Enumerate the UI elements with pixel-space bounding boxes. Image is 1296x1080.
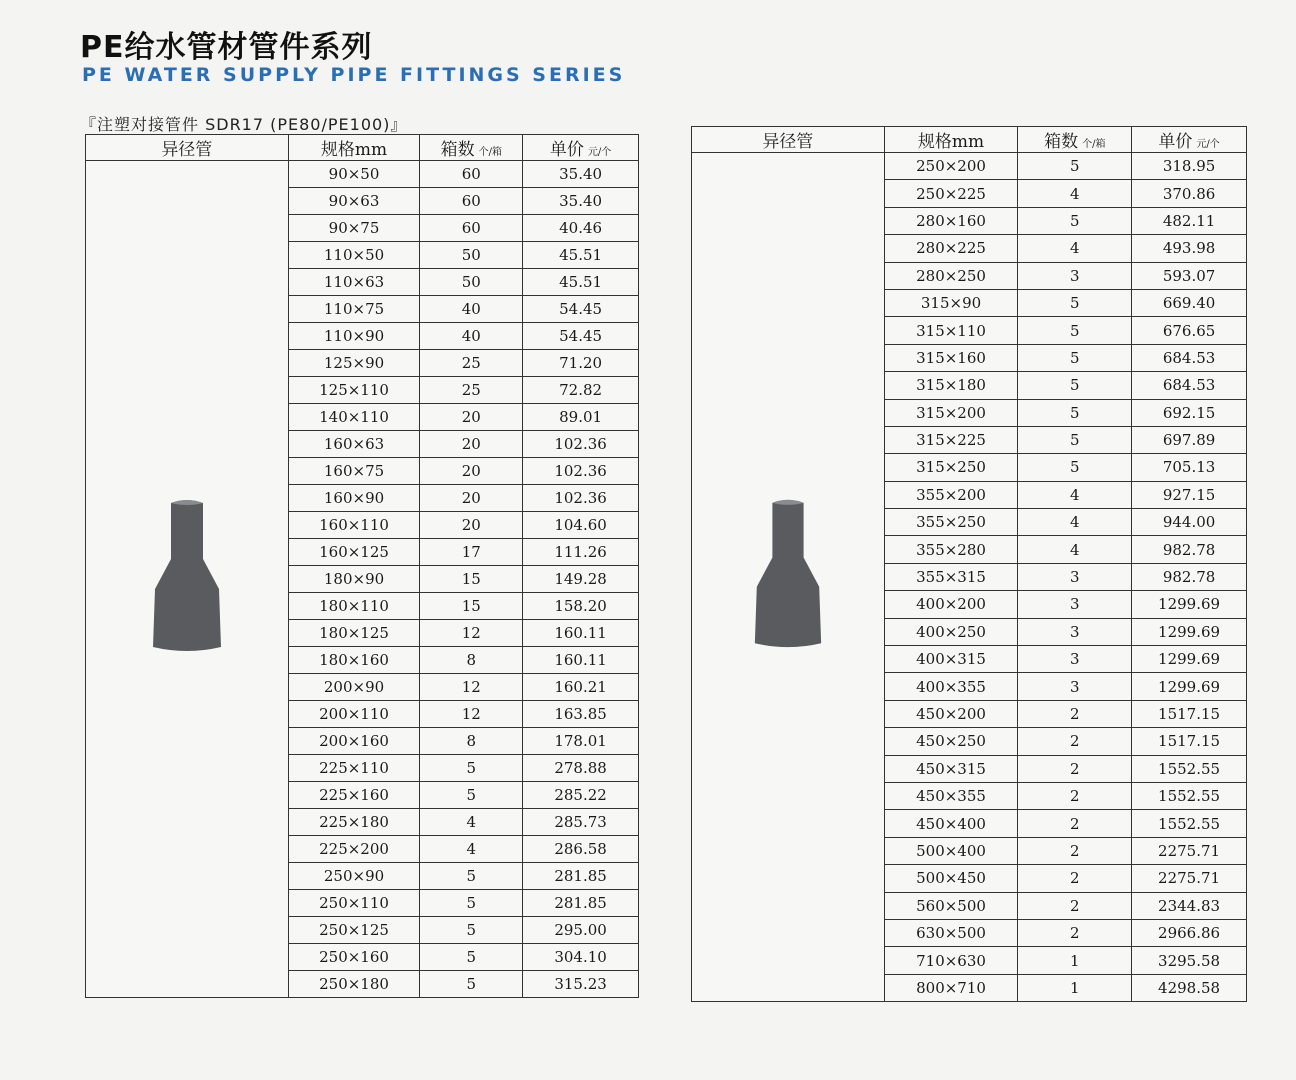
page-subtitle-en: PE WATER SUPPLY PIPE FITTINGS SERIES bbox=[82, 64, 626, 86]
price-cell: 149.28 bbox=[523, 566, 639, 593]
price-cell: 278.88 bbox=[523, 755, 639, 782]
qty-label: 箱数 bbox=[1044, 132, 1079, 152]
qty-unit: 个/箱 bbox=[1082, 139, 1106, 150]
price-cell: 285.22 bbox=[523, 782, 639, 809]
spec-cell: 280×225 bbox=[884, 235, 1018, 262]
qty-cell: 4 bbox=[420, 836, 523, 863]
product-image-cell bbox=[86, 161, 289, 998]
spec-cell: 90×63 bbox=[288, 188, 420, 215]
qty-cell: 5 bbox=[1018, 207, 1132, 234]
spec-cell: 800×710 bbox=[884, 974, 1018, 1001]
price-cell: 1552.55 bbox=[1132, 755, 1247, 782]
qty-label: 箱数 bbox=[440, 140, 475, 160]
spec-cell: 180×160 bbox=[288, 647, 420, 674]
price-cell: 45.51 bbox=[523, 242, 639, 269]
qty-cell: 3 bbox=[1018, 563, 1132, 590]
price-cell: 35.40 bbox=[523, 188, 639, 215]
spec-cell: 180×110 bbox=[288, 593, 420, 620]
price-cell: 669.40 bbox=[1132, 289, 1247, 316]
qty-cell: 50 bbox=[420, 242, 523, 269]
qty-cell: 5 bbox=[1018, 426, 1132, 453]
table-body-right bbox=[692, 153, 1247, 1002]
spec-cell: 400×200 bbox=[884, 591, 1018, 618]
spec-cell: 450×200 bbox=[884, 700, 1018, 727]
qty-cell: 2 bbox=[1018, 865, 1132, 892]
table-header-row bbox=[86, 135, 639, 161]
reducer-fitting-icon bbox=[147, 497, 227, 657]
qty-cell: 5 bbox=[420, 782, 523, 809]
spec-cell: 315×160 bbox=[884, 344, 1018, 371]
price-label: 单价 bbox=[549, 140, 584, 160]
spec-cell: 450×250 bbox=[884, 728, 1018, 755]
spec-cell: 200×90 bbox=[288, 674, 420, 701]
price-cell: 54.45 bbox=[523, 323, 639, 350]
price-cell: 295.00 bbox=[523, 917, 639, 944]
spec-cell: 280×160 bbox=[884, 207, 1018, 234]
qty-cell: 1 bbox=[1018, 947, 1132, 974]
price-cell: 318.95 bbox=[1132, 153, 1247, 180]
spec-cell: 90×75 bbox=[288, 215, 420, 242]
price-cell: 697.89 bbox=[1132, 426, 1247, 453]
qty-cell: 60 bbox=[420, 161, 523, 188]
qty-cell: 20 bbox=[420, 485, 523, 512]
qty-cell: 2 bbox=[1018, 919, 1132, 946]
col-header-spec: 规格mm bbox=[288, 135, 420, 161]
qty-cell: 3 bbox=[1018, 618, 1132, 645]
spec-cell: 180×90 bbox=[288, 566, 420, 593]
qty-cell: 15 bbox=[420, 593, 523, 620]
spec-cell: 250×200 bbox=[884, 153, 1018, 180]
spec-cell: 110×90 bbox=[288, 323, 420, 350]
qty-cell: 5 bbox=[1018, 289, 1132, 316]
qty-cell: 12 bbox=[420, 620, 523, 647]
price-cell: 111.26 bbox=[523, 539, 639, 566]
spec-cell: 250×90 bbox=[288, 863, 420, 890]
qty-cell: 5 bbox=[420, 944, 523, 971]
spec-cell: 400×315 bbox=[884, 646, 1018, 673]
qty-cell: 2 bbox=[1018, 700, 1132, 727]
price-unit: 元/个 bbox=[587, 147, 612, 158]
price-cell: 1552.55 bbox=[1132, 782, 1247, 809]
spec-cell: 250×180 bbox=[288, 971, 420, 998]
price-cell: 102.36 bbox=[523, 485, 639, 512]
qty-cell: 5 bbox=[420, 755, 523, 782]
qty-cell: 40 bbox=[420, 296, 523, 323]
price-cell: 593.07 bbox=[1132, 262, 1247, 289]
price-cell: 982.78 bbox=[1132, 563, 1247, 590]
price-cell: 370.86 bbox=[1132, 180, 1247, 207]
spec-cell: 630×500 bbox=[884, 919, 1018, 946]
qty-cell: 4 bbox=[420, 809, 523, 836]
spec-cell: 140×110 bbox=[288, 404, 420, 431]
col-header-qty bbox=[420, 135, 523, 161]
qty-cell: 4 bbox=[1018, 509, 1132, 536]
price-cell: 160.11 bbox=[523, 620, 639, 647]
spec-cell: 250×160 bbox=[288, 944, 420, 971]
spec-cell: 250×225 bbox=[884, 180, 1018, 207]
spec-cell: 225×200 bbox=[288, 836, 420, 863]
price-cell: 927.15 bbox=[1132, 481, 1247, 508]
qty-cell: 5 bbox=[1018, 317, 1132, 344]
price-label: 单价 bbox=[1158, 132, 1193, 152]
price-cell: 158.20 bbox=[523, 593, 639, 620]
qty-cell: 5 bbox=[1018, 399, 1132, 426]
spec-cell: 500×400 bbox=[884, 837, 1018, 864]
price-cell: 1517.15 bbox=[1132, 728, 1247, 755]
price-cell: 2966.86 bbox=[1132, 919, 1247, 946]
spec-cell: 560×500 bbox=[884, 892, 1018, 919]
spec-cell: 125×110 bbox=[288, 377, 420, 404]
qty-cell: 3 bbox=[1018, 262, 1132, 289]
spec-cell: 250×110 bbox=[288, 890, 420, 917]
spec-cell: 110×75 bbox=[288, 296, 420, 323]
price-cell: 102.36 bbox=[523, 458, 639, 485]
qty-cell: 50 bbox=[420, 269, 523, 296]
col-header-price bbox=[523, 135, 639, 161]
col-header-spec: 规格mm bbox=[884, 127, 1018, 153]
qty-cell: 25 bbox=[420, 350, 523, 377]
spec-cell: 315×180 bbox=[884, 372, 1018, 399]
qty-cell: 20 bbox=[420, 458, 523, 485]
price-cell: 102.36 bbox=[523, 431, 639, 458]
qty-cell: 5 bbox=[1018, 454, 1132, 481]
qty-cell: 17 bbox=[420, 539, 523, 566]
spec-cell: 315×110 bbox=[884, 317, 1018, 344]
price-cell: 3295.58 bbox=[1132, 947, 1247, 974]
qty-cell: 5 bbox=[1018, 344, 1132, 371]
spec-cell: 710×630 bbox=[884, 947, 1018, 974]
spec-cell: 315×250 bbox=[884, 454, 1018, 481]
qty-cell: 15 bbox=[420, 566, 523, 593]
price-cell: 2275.71 bbox=[1132, 837, 1247, 864]
spec-cell: 355×280 bbox=[884, 536, 1018, 563]
spec-cell: 110×63 bbox=[288, 269, 420, 296]
spec-cell: 90×50 bbox=[288, 161, 420, 188]
spec-cell: 450×400 bbox=[884, 810, 1018, 837]
qty-cell: 8 bbox=[420, 728, 523, 755]
price-cell: 160.11 bbox=[523, 647, 639, 674]
price-cell: 1552.55 bbox=[1132, 810, 1247, 837]
qty-unit: 个/箱 bbox=[478, 147, 502, 158]
price-cell: 281.85 bbox=[523, 863, 639, 890]
qty-cell: 20 bbox=[420, 404, 523, 431]
qty-cell: 4 bbox=[1018, 180, 1132, 207]
spec-cell: 280×250 bbox=[884, 262, 1018, 289]
price-cell: 89.01 bbox=[523, 404, 639, 431]
spec-cell: 400×250 bbox=[884, 618, 1018, 645]
qty-cell: 4 bbox=[1018, 481, 1132, 508]
qty-cell: 40 bbox=[420, 323, 523, 350]
spec-cell: 315×90 bbox=[884, 289, 1018, 316]
spec-cell: 355×315 bbox=[884, 563, 1018, 590]
qty-cell: 5 bbox=[1018, 372, 1132, 399]
qty-cell: 5 bbox=[420, 890, 523, 917]
price-cell: 1299.69 bbox=[1132, 591, 1247, 618]
spec-cell: 500×450 bbox=[884, 865, 1018, 892]
spec-cell: 160×75 bbox=[288, 458, 420, 485]
spec-cell: 315×225 bbox=[884, 426, 1018, 453]
spec-cell: 180×125 bbox=[288, 620, 420, 647]
spec-cell: 315×200 bbox=[884, 399, 1018, 426]
spec-cell: 160×110 bbox=[288, 512, 420, 539]
price-cell: 2344.83 bbox=[1132, 892, 1247, 919]
qty-cell: 4 bbox=[1018, 536, 1132, 563]
price-cell: 482.11 bbox=[1132, 207, 1247, 234]
qty-cell: 2 bbox=[1018, 892, 1132, 919]
price-cell: 304.10 bbox=[523, 944, 639, 971]
spec-cell: 450×315 bbox=[884, 755, 1018, 782]
price-cell: 35.40 bbox=[523, 161, 639, 188]
qty-cell: 20 bbox=[420, 512, 523, 539]
price-cell: 1299.69 bbox=[1132, 646, 1247, 673]
price-cell: 72.82 bbox=[523, 377, 639, 404]
qty-cell: 5 bbox=[1018, 153, 1132, 180]
spec-cell: 250×125 bbox=[288, 917, 420, 944]
price-cell: 178.01 bbox=[523, 728, 639, 755]
price-cell: 493.98 bbox=[1132, 235, 1247, 262]
qty-cell: 12 bbox=[420, 701, 523, 728]
page-title: PE给水管材管件系列 bbox=[80, 30, 373, 65]
price-cell: 281.85 bbox=[523, 890, 639, 917]
qty-cell: 2 bbox=[1018, 755, 1132, 782]
product-image-cell bbox=[692, 153, 885, 1002]
reducer-fitting-icon bbox=[748, 497, 828, 653]
col-header-price bbox=[1132, 127, 1247, 153]
qty-cell: 3 bbox=[1018, 646, 1132, 673]
spec-cell: 400×355 bbox=[884, 673, 1018, 700]
price-cell: 692.15 bbox=[1132, 399, 1247, 426]
spec-cell: 225×110 bbox=[288, 755, 420, 782]
price-cell: 160.21 bbox=[523, 674, 639, 701]
spec-cell: 200×160 bbox=[288, 728, 420, 755]
qty-cell: 2 bbox=[1018, 728, 1132, 755]
price-cell: 45.51 bbox=[523, 269, 639, 296]
qty-cell: 60 bbox=[420, 215, 523, 242]
price-cell: 71.20 bbox=[523, 350, 639, 377]
price-cell: 104.60 bbox=[523, 512, 639, 539]
spec-cell: 160×125 bbox=[288, 539, 420, 566]
spec-cell: 450×355 bbox=[884, 782, 1018, 809]
qty-cell: 5 bbox=[420, 971, 523, 998]
table-header-row bbox=[692, 127, 1247, 153]
price-cell: 2275.71 bbox=[1132, 865, 1247, 892]
table-row bbox=[692, 153, 1247, 180]
qty-cell: 5 bbox=[420, 917, 523, 944]
price-cell: 944.00 bbox=[1132, 509, 1247, 536]
price-table-right bbox=[691, 126, 1247, 1002]
price-cell: 315.23 bbox=[523, 971, 639, 998]
qty-cell: 2 bbox=[1018, 837, 1132, 864]
spec-cell: 160×63 bbox=[288, 431, 420, 458]
price-cell: 676.65 bbox=[1132, 317, 1247, 344]
qty-cell: 3 bbox=[1018, 591, 1132, 618]
qty-cell: 2 bbox=[1018, 810, 1132, 837]
price-cell: 285.73 bbox=[523, 809, 639, 836]
spec-cell: 200×110 bbox=[288, 701, 420, 728]
price-cell: 1299.69 bbox=[1132, 618, 1247, 645]
price-cell: 40.46 bbox=[523, 215, 639, 242]
spec-cell: 225×180 bbox=[288, 809, 420, 836]
qty-cell: 12 bbox=[420, 674, 523, 701]
qty-cell: 4 bbox=[1018, 235, 1132, 262]
table-body-left bbox=[86, 161, 639, 998]
qty-cell: 3 bbox=[1018, 673, 1132, 700]
spec-cell: 225×160 bbox=[288, 782, 420, 809]
spec-cell: 125×90 bbox=[288, 350, 420, 377]
qty-cell: 8 bbox=[420, 647, 523, 674]
spec-cell: 160×90 bbox=[288, 485, 420, 512]
price-table-left bbox=[85, 134, 639, 998]
qty-cell: 20 bbox=[420, 431, 523, 458]
spec-cell: 110×50 bbox=[288, 242, 420, 269]
col-header-product: 异径管 bbox=[86, 135, 289, 161]
qty-cell: 5 bbox=[420, 863, 523, 890]
price-cell: 163.85 bbox=[523, 701, 639, 728]
qty-cell: 60 bbox=[420, 188, 523, 215]
price-cell: 54.45 bbox=[523, 296, 639, 323]
col-header-product: 异径管 bbox=[692, 127, 885, 153]
spec-cell: 355×200 bbox=[884, 481, 1018, 508]
price-cell: 684.53 bbox=[1132, 372, 1247, 399]
table-row bbox=[86, 161, 639, 188]
price-cell: 4298.58 bbox=[1132, 974, 1247, 1001]
price-cell: 1299.69 bbox=[1132, 673, 1247, 700]
col-header-qty bbox=[1018, 127, 1132, 153]
price-cell: 286.58 bbox=[523, 836, 639, 863]
price-cell: 1517.15 bbox=[1132, 700, 1247, 727]
price-cell: 982.78 bbox=[1132, 536, 1247, 563]
price-unit: 元/个 bbox=[1196, 139, 1220, 150]
qty-cell: 1 bbox=[1018, 974, 1132, 1001]
qty-cell: 25 bbox=[420, 377, 523, 404]
price-cell: 705.13 bbox=[1132, 454, 1247, 481]
price-cell: 684.53 bbox=[1132, 344, 1247, 371]
spec-cell: 355×250 bbox=[884, 509, 1018, 536]
section-heading: 『注塑对接管件 SDR17 (PE80/PE100)』 bbox=[80, 115, 408, 134]
qty-cell: 2 bbox=[1018, 782, 1132, 809]
